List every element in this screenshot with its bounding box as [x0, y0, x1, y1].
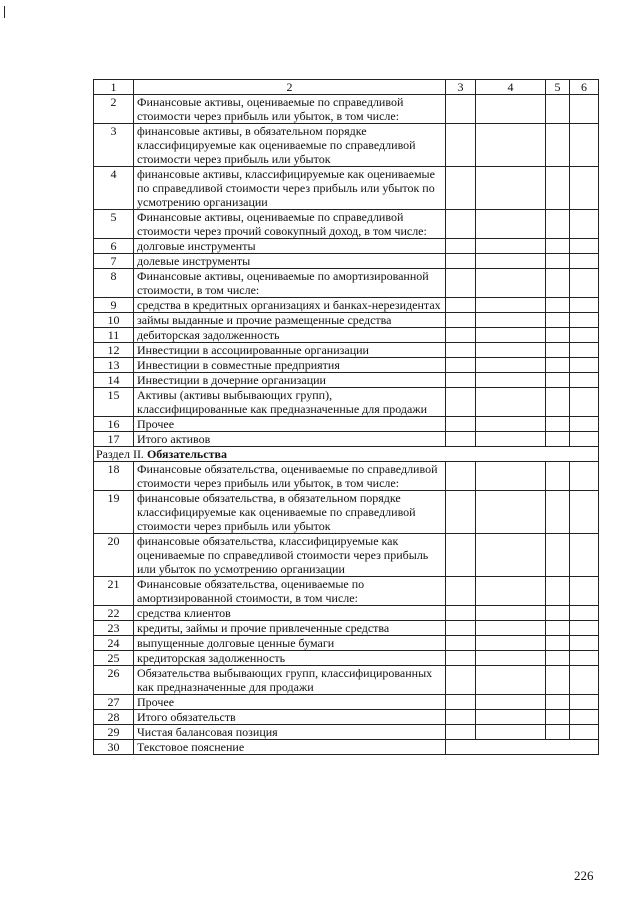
- table-row: [94, 167, 599, 210]
- value-cell: [446, 534, 476, 577]
- value-cell: [546, 621, 570, 636]
- row-description: Финансовые активы, оцениваемые по справедливой стоимости через прочий совокупный доход, в том числе:: [134, 210, 446, 239]
- value-cell: [476, 167, 546, 210]
- value-cell: [570, 269, 599, 298]
- value-cell: [570, 388, 599, 417]
- value-cell: [546, 388, 570, 417]
- row-description: Активы (активы выбывающих групп), классифицированные как предназначенные для продажи: [134, 388, 446, 417]
- value-cell: [570, 491, 599, 534]
- row-description: Инвестиции в совместные предприятия: [134, 358, 446, 373]
- value-cell: [476, 577, 546, 606]
- row-number: 10: [94, 313, 134, 328]
- value-cell: [546, 298, 570, 313]
- value-cell: [476, 388, 546, 417]
- column-header: 5: [546, 80, 570, 95]
- row-description: средства клиентов: [134, 606, 446, 621]
- table-row: [94, 710, 599, 725]
- value-cell: [570, 606, 599, 621]
- row-description: кредиторская задолженность: [134, 651, 446, 666]
- table-row: [94, 666, 599, 695]
- value-cell: [546, 373, 570, 388]
- value-cell: [446, 695, 476, 710]
- value-cell: [570, 695, 599, 710]
- section-heading-row: [94, 447, 599, 462]
- value-cell: [546, 210, 570, 239]
- row-number: 8: [94, 269, 134, 298]
- row-number: 19: [94, 491, 134, 534]
- value-cell: [546, 328, 570, 343]
- row-number: 18: [94, 462, 134, 491]
- table-row: [94, 695, 599, 710]
- row-description: долевые инструменты: [134, 254, 446, 269]
- value-cell: [570, 636, 599, 651]
- value-cell: [446, 328, 476, 343]
- explanation-cell: [446, 740, 599, 755]
- row-number: 6: [94, 239, 134, 254]
- value-cell: [446, 95, 476, 124]
- value-cell: [476, 328, 546, 343]
- value-cell: [476, 254, 546, 269]
- row-description: финансовые обязательства, классифицируемые как оцениваемые по справедливой стоимости через прибыль или убыток по усмотрению организации: [134, 534, 446, 577]
- value-cell: [476, 695, 546, 710]
- column-header: 2: [134, 80, 446, 95]
- value-cell: [446, 577, 476, 606]
- value-cell: [546, 577, 570, 606]
- value-cell: [570, 725, 599, 740]
- value-cell: [546, 124, 570, 167]
- row-description: Обязательства выбывающих групп, классифицированных как предназначенные для продажи: [134, 666, 446, 695]
- row-description: кредиты, займы и прочие привлеченные средства: [134, 621, 446, 636]
- row-number: 16: [94, 417, 134, 432]
- table-row: [94, 124, 599, 167]
- value-cell: [446, 269, 476, 298]
- value-cell: [446, 239, 476, 254]
- table-row: [94, 313, 599, 328]
- value-cell: [446, 666, 476, 695]
- table-row: [94, 491, 599, 534]
- value-cell: [570, 432, 599, 447]
- value-cell: [546, 343, 570, 358]
- value-cell: [476, 606, 546, 621]
- value-cell: [446, 621, 476, 636]
- value-cell: [476, 462, 546, 491]
- value-cell: [570, 167, 599, 210]
- value-cell: [476, 621, 546, 636]
- section-prefix: Раздел II.: [96, 447, 147, 461]
- table-row: [94, 621, 599, 636]
- row-number: 30: [94, 740, 134, 755]
- value-cell: [476, 269, 546, 298]
- row-number: 7: [94, 254, 134, 269]
- value-cell: [546, 606, 570, 621]
- edge-mark: [4, 6, 5, 18]
- value-cell: [570, 373, 599, 388]
- table-row: [94, 210, 599, 239]
- value-cell: [546, 636, 570, 651]
- row-number: 9: [94, 298, 134, 313]
- table-row: [94, 462, 599, 491]
- row-number: 23: [94, 621, 134, 636]
- row-description: финансовые активы, в обязательном порядке классифицируемые как оцениваемые по справедливой стоимости через прибыль или убыток: [134, 124, 446, 167]
- value-cell: [476, 666, 546, 695]
- text-explanation-row: [94, 740, 599, 755]
- row-number: 13: [94, 358, 134, 373]
- value-cell: [570, 298, 599, 313]
- row-number: 2: [94, 95, 134, 124]
- value-cell: [476, 534, 546, 577]
- value-cell: [446, 358, 476, 373]
- row-description: Прочее: [134, 417, 446, 432]
- value-cell: [570, 343, 599, 358]
- value-cell: [570, 651, 599, 666]
- column-header: 3: [446, 80, 476, 95]
- value-cell: [476, 313, 546, 328]
- value-cell: [570, 666, 599, 695]
- value-cell: [570, 358, 599, 373]
- value-cell: [476, 725, 546, 740]
- table-row: [94, 577, 599, 606]
- row-number: 4: [94, 167, 134, 210]
- row-description: займы выданные и прочие размещенные средства: [134, 313, 446, 328]
- value-cell: [570, 95, 599, 124]
- row-description: Инвестиции в ассоциированные организации: [134, 343, 446, 358]
- section-heading: [94, 447, 599, 462]
- value-cell: [476, 358, 546, 373]
- column-header: 1: [94, 80, 134, 95]
- row-description: Финансовые обязательства, оцениваемые по амортизированной стоимости, в том числе:: [134, 577, 446, 606]
- table-row: [94, 725, 599, 740]
- value-cell: [476, 239, 546, 254]
- value-cell: [570, 462, 599, 491]
- value-cell: [476, 417, 546, 432]
- value-cell: [476, 432, 546, 447]
- value-cell: [476, 124, 546, 167]
- value-cell: [546, 491, 570, 534]
- value-cell: [476, 636, 546, 651]
- value-cell: [546, 462, 570, 491]
- value-cell: [446, 462, 476, 491]
- value-cell: [546, 666, 570, 695]
- row-number: 21: [94, 577, 134, 606]
- table-row: [94, 388, 599, 417]
- value-cell: [546, 651, 570, 666]
- value-cell: [446, 651, 476, 666]
- row-number: 28: [94, 710, 134, 725]
- value-cell: [446, 167, 476, 210]
- row-description: Итого обязательств: [134, 710, 446, 725]
- row-number: 26: [94, 666, 134, 695]
- row-number: 27: [94, 695, 134, 710]
- row-number: 3: [94, 124, 134, 167]
- value-cell: [546, 254, 570, 269]
- row-number: 11: [94, 328, 134, 343]
- value-cell: [570, 534, 599, 577]
- table-row: [94, 432, 599, 447]
- row-description: Финансовые активы, оцениваемые по справедливой стоимости через прибыль или убыток, в том числе:: [134, 95, 446, 124]
- table-row: [94, 417, 599, 432]
- row-description: средства в кредитных организациях и банках-нерезидентах: [134, 298, 446, 313]
- table-header-row: [94, 80, 599, 95]
- value-cell: [476, 298, 546, 313]
- value-cell: [546, 417, 570, 432]
- page-number: 226: [574, 868, 594, 883]
- row-description: дебиторская задолженность: [134, 328, 446, 343]
- row-description: Чистая балансовая позиция: [134, 725, 446, 740]
- row-description: финансовые активы, классифицируемые как оцениваемые по справедливой стоимости через прибыль или убыток по усмотрению организации: [134, 167, 446, 210]
- value-cell: [570, 313, 599, 328]
- row-number: 25: [94, 651, 134, 666]
- value-cell: [476, 343, 546, 358]
- value-cell: [570, 621, 599, 636]
- value-cell: [446, 373, 476, 388]
- row-number: 5: [94, 210, 134, 239]
- value-cell: [546, 725, 570, 740]
- row-number: 15: [94, 388, 134, 417]
- value-cell: [476, 373, 546, 388]
- table-row: [94, 298, 599, 313]
- value-cell: [446, 313, 476, 328]
- value-cell: [570, 210, 599, 239]
- value-cell: [446, 343, 476, 358]
- table-row: [94, 373, 599, 388]
- value-cell: [446, 388, 476, 417]
- value-cell: [476, 95, 546, 124]
- row-description: Инвестиции в дочерние организации: [134, 373, 446, 388]
- value-cell: [446, 298, 476, 313]
- column-header: 4: [476, 80, 546, 95]
- value-cell: [446, 725, 476, 740]
- value-cell: [570, 239, 599, 254]
- value-cell: [546, 239, 570, 254]
- value-cell: [446, 210, 476, 239]
- value-cell: [446, 417, 476, 432]
- value-cell: [546, 167, 570, 210]
- value-cell: [476, 651, 546, 666]
- row-description: Прочее: [134, 695, 446, 710]
- value-cell: [476, 210, 546, 239]
- row-description: финансовые обязательства, в обязательном порядке классифицируемые как оцениваемые по справедливой стоимости через прибыль или убыток: [134, 491, 446, 534]
- value-cell: [570, 254, 599, 269]
- value-cell: [446, 491, 476, 534]
- value-cell: [570, 124, 599, 167]
- section-title: Обязательства: [146, 447, 227, 461]
- table-row: [94, 269, 599, 298]
- value-cell: [546, 358, 570, 373]
- table-row: [94, 606, 599, 621]
- value-cell: [476, 710, 546, 725]
- row-number: 14: [94, 373, 134, 388]
- table-row: [94, 358, 599, 373]
- row-description: долговые инструменты: [134, 239, 446, 254]
- value-cell: [446, 432, 476, 447]
- value-cell: [570, 710, 599, 725]
- row-description: Текстовое пояснение: [134, 740, 446, 755]
- row-number: 12: [94, 343, 134, 358]
- balance-table: [93, 79, 599, 755]
- value-cell: [570, 328, 599, 343]
- row-number: 17: [94, 432, 134, 447]
- row-number: 22: [94, 606, 134, 621]
- value-cell: [546, 95, 570, 124]
- value-cell: [546, 710, 570, 725]
- value-cell: [546, 269, 570, 298]
- row-description: Финансовые обязательства, оцениваемые по справедливой стоимости через прибыль или убыток, в том числе:: [134, 462, 446, 491]
- table-row: [94, 343, 599, 358]
- column-header: 6: [570, 80, 599, 95]
- value-cell: [476, 491, 546, 534]
- table-row: [94, 239, 599, 254]
- table-row: [94, 534, 599, 577]
- value-cell: [570, 417, 599, 432]
- row-number: 29: [94, 725, 134, 740]
- row-description: Итого активов: [134, 432, 446, 447]
- table-row: [94, 328, 599, 343]
- value-cell: [546, 695, 570, 710]
- value-cell: [446, 710, 476, 725]
- value-cell: [446, 124, 476, 167]
- table-row: [94, 254, 599, 269]
- value-cell: [446, 254, 476, 269]
- value-cell: [546, 534, 570, 577]
- row-number: 24: [94, 636, 134, 651]
- value-cell: [546, 313, 570, 328]
- table-row: [94, 95, 599, 124]
- row-description: Финансовые активы, оцениваемые по амортизированной стоимости, в том числе:: [134, 269, 446, 298]
- value-cell: [546, 432, 570, 447]
- row-description: выпущенные долговые ценные бумаги: [134, 636, 446, 651]
- table-row: [94, 636, 599, 651]
- table-row: [94, 651, 599, 666]
- value-cell: [570, 577, 599, 606]
- value-cell: [446, 636, 476, 651]
- value-cell: [446, 606, 476, 621]
- row-number: 20: [94, 534, 134, 577]
